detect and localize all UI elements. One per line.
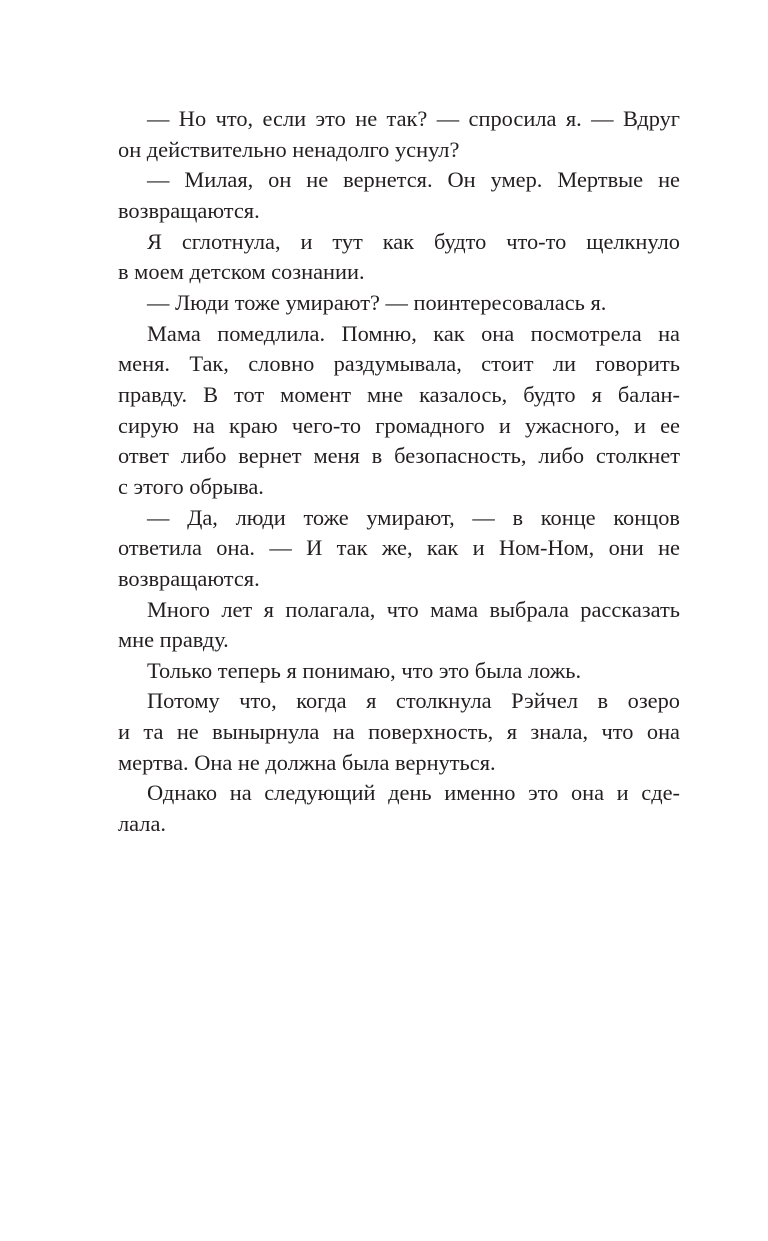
paragraph — [118, 319, 680, 503]
text-line: с этого обрыва. — [118, 473, 264, 499]
text-line: Много лет я полагала, что мама выбрала рассказать — [147, 596, 680, 622]
paragraph — [118, 288, 680, 319]
paragraph — [118, 656, 680, 687]
text-line: — Но что, если это не так? — спросила я. — Вдруг — [147, 106, 680, 131]
text-line: — Милая, он не вернется. Он умер. Мертвые не — [147, 167, 680, 193]
text-line: Однако на следующий день именно это она и сде- — [147, 780, 680, 806]
paragraph — [118, 503, 680, 595]
text-line: правду. В тот момент мне казалось, будто я балан- — [118, 381, 680, 407]
text-line: мертва. Она не должна была вернуться. — [118, 749, 496, 775]
paragraph — [118, 778, 680, 839]
text-line: ответила она. — И так же, как и Ном-Ном, они не — [118, 535, 680, 561]
paragraph — [118, 595, 680, 656]
text-line: Мама помедлила. Помню, как она посмотрела на — [147, 320, 680, 346]
text-line: возвращаются. — [118, 197, 260, 223]
book-page-text — [118, 104, 680, 840]
text-line: в моем детском сознании. — [118, 259, 365, 285]
text-line: возвращаются. — [118, 565, 260, 591]
text-line: мне правду. — [118, 627, 229, 653]
text-line: ответ либо вернет меня в безопасность, либо столкнет — [118, 443, 680, 469]
text-line: Только теперь я понимаю, что это была ложь. — [147, 657, 582, 683]
text-line: сирую на краю чего-то громадного и ужасного, и ее — [118, 412, 680, 438]
paragraph — [118, 104, 680, 165]
text-line: он действительно ненадолго уснул? — [118, 136, 460, 162]
text-line: Потому что, когда я столкнула Рэйчел в озеро — [147, 688, 680, 714]
text-line: меня. Так, словно раздумывала, стоит ли говорить — [118, 351, 680, 377]
paragraph — [118, 165, 680, 226]
paragraph — [118, 686, 680, 778]
text-line: и та не вынырнула на поверхность, я знала, что она — [118, 719, 680, 745]
text-line: Я сглотнула, и тут как будто что-то щелкнуло — [147, 228, 680, 254]
paragraph — [118, 227, 680, 288]
text-line: — Да, люди тоже умирают, — в конце концов — [147, 504, 680, 530]
text-line: — Люди тоже умирают? — поинтересовалась я. — [147, 289, 607, 315]
text-line: лала. — [118, 811, 167, 837]
